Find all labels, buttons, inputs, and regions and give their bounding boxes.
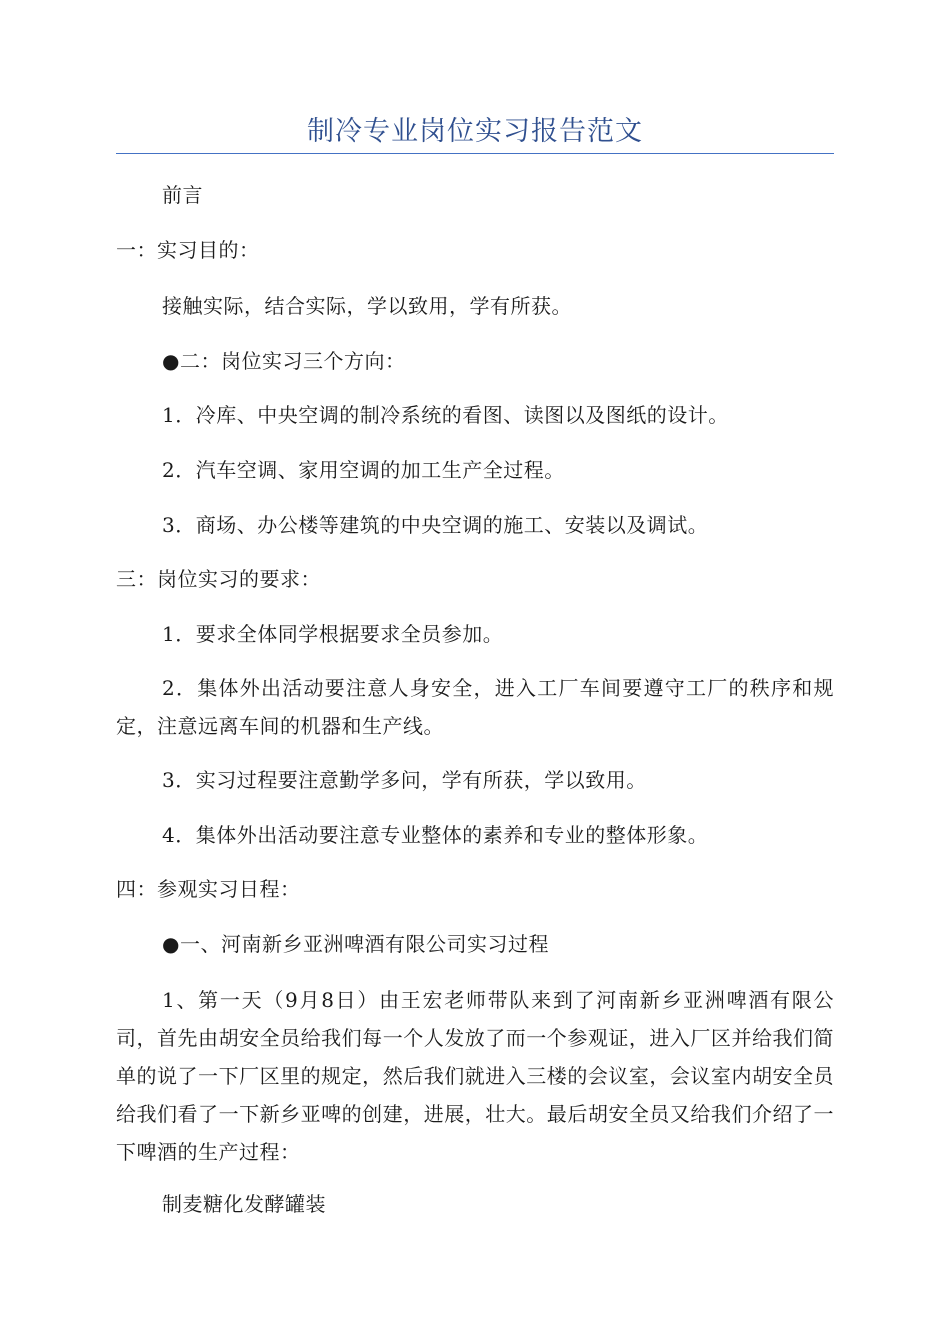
section-heading-4: 四：参观实习日程： (116, 877, 301, 901)
section-heading-3: 三：岗位实习的要求： (116, 567, 321, 591)
section-2-item-3: 3．商场、办公楼等建筑的中央空调的施工、安装以及调试。 (162, 513, 709, 537)
section-3-item-3: 3．实习过程要注意勤学多问，学有所获，学以致用。 (162, 768, 647, 792)
section-2-item-2: 2．汽车空调、家用空调的加工生产全过程。 (162, 458, 565, 482)
day1-paragraph: 1、第一天（9月8日）由王宏老师带队来到了河南新乡亚洲啤酒有限公司，首先由胡安全员给我们每一个人发放了而一个参观证，进入厂区并给我们简单的说了一下厂区里的规定，然后我们就进入三楼的会议室，会议室内胡安全员给我们看了一下新乡亚啤的创建，进展，壮大。最后胡安全员又给我们介绍了一下啤酒的生产过程： (116, 988, 834, 1164)
section-heading-1: 一：实习目的： (116, 238, 260, 262)
section-3-item-2: 2．集体外出活动要注意人身安全，进入工厂车间要遵守工厂的秩序和规定，注意远离车间的机器和生产线。 (116, 676, 834, 738)
section-2-item-1: 1．冷库、中央空调的制冷系统的看图、读图以及图纸的设计。 (162, 403, 729, 427)
subsection-heading: ●一、河南新乡亚洲啤酒有限公司实习过程 (162, 932, 549, 956)
section-3-item-1: 1．要求全体同学根据要求全员参加。 (162, 622, 504, 646)
preface-label: 前言 (162, 183, 203, 207)
title-underline (116, 153, 834, 154)
section-3-item-4: 4．集体外出活动要注意专业整体的素养和专业的整体形象。 (162, 823, 709, 847)
document-title: 制冷专业岗位实习报告范文 (307, 116, 643, 147)
section-1-text: 接触实际，结合实际，学以致用，学有所获。 (162, 294, 572, 318)
process-line: 制麦糖化发酵罐装 (162, 1192, 326, 1216)
section-heading-2: ●二：岗位实习三个方向： (162, 349, 406, 373)
